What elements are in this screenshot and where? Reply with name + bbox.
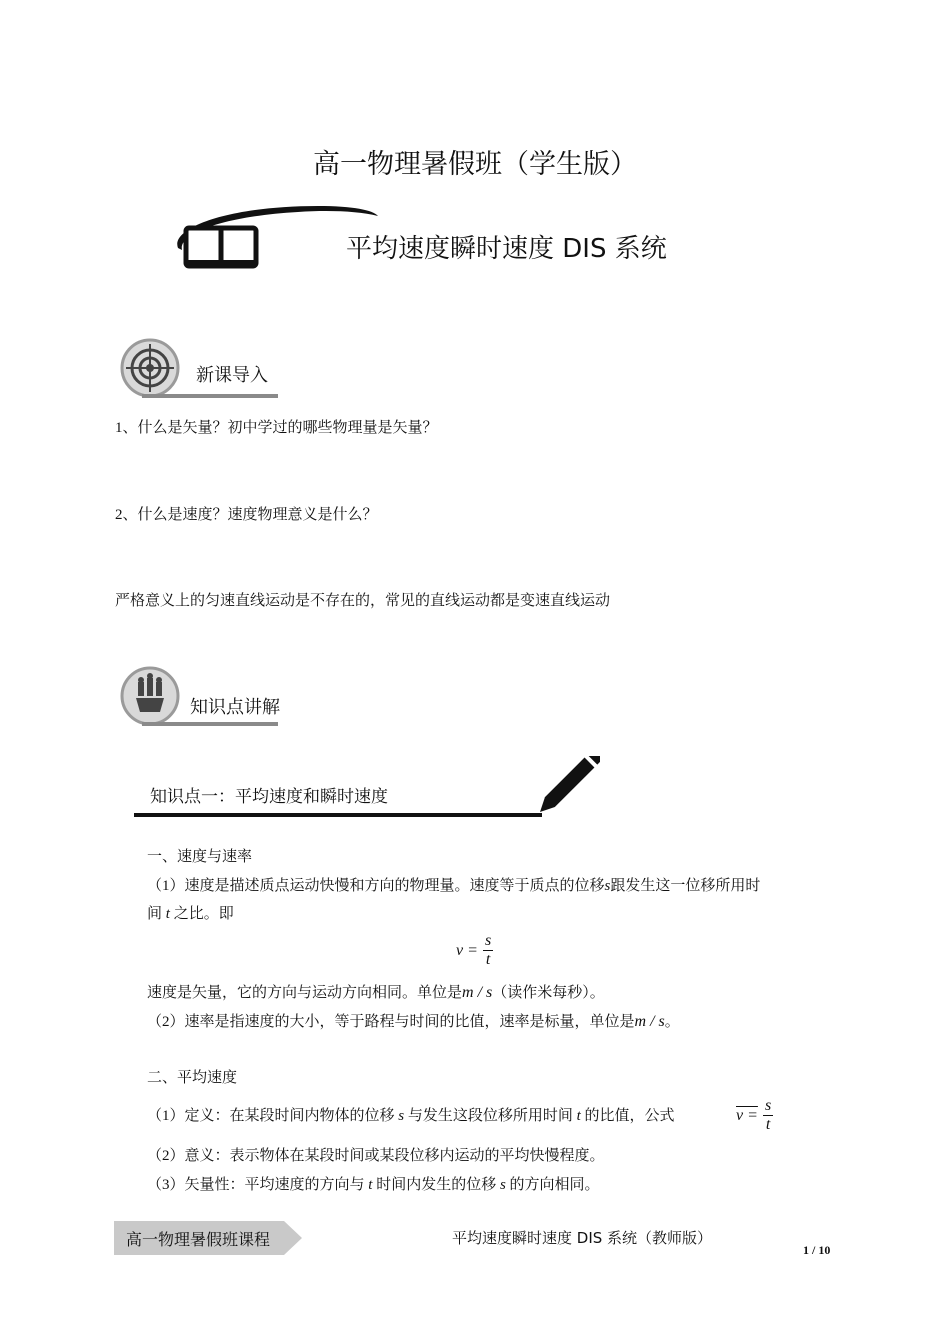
paragraph-avg-vector: （3）矢量性：平均速度的方向与 t 时间内发生的位移 s 的方向相同。 bbox=[147, 1177, 600, 1193]
paragraph-speed-def-2: 间 t 之比。即 bbox=[147, 906, 234, 922]
intro-question-2: 2、什么是速度？速度物理意义是什么？ bbox=[115, 507, 378, 523]
pencil-icon bbox=[130, 756, 600, 822]
paragraph-rate-def: （2）速率是指速度的大小，等于路程与时间的比值，速率是标量，单位是m / s。 bbox=[147, 1013, 680, 1030]
heading-average-speed: 二、平均速度 bbox=[147, 1070, 238, 1086]
section-intro-label: 新课导入 bbox=[196, 365, 268, 386]
knowledge-point-title: 知识点一：平均速度和瞬时速度 bbox=[150, 787, 388, 807]
heading-speed-rate: 一、速度与速率 bbox=[147, 849, 253, 865]
lesson-subtitle: 平均速度瞬时速度 DIS 系统 bbox=[346, 234, 667, 264]
paragraph-avg-definition: （1）定义：在某段时间内物体的位移 s 与发生这段位移所用时间 t 的比值，公式 bbox=[147, 1108, 675, 1124]
page-title: 高一物理暑假班（学生版） bbox=[313, 149, 637, 180]
footer-doc-label: 平均速度瞬时速度 DIS 系统（教师版） bbox=[452, 1229, 713, 1247]
intro-question-1: 1、什么是矢量？初中学过的哪些物理量是矢量？ bbox=[115, 420, 438, 436]
paragraph-speed-def-1: （1）速度是描述质点运动快慢和方向的物理量。速度等于质点的位移s跟发生这一位移所用时 bbox=[147, 878, 761, 894]
footer-course-label: 高一物理暑假班课程 bbox=[126, 1230, 271, 1249]
paragraph-speed-unit: 速度是矢量，它的方向与运动方向相同。单位是m / s（读作米每秒）。 bbox=[147, 984, 605, 1001]
formula-average-speed: v = $\frac{s}{t}$ bbox=[736, 1097, 772, 1133]
page-number: 1 / 10 bbox=[803, 1243, 831, 1257]
paragraph-avg-meaning: （2）意义：表示物体在某段时间或某段位移内运动的平均快慢程度。 bbox=[147, 1148, 605, 1164]
intro-note: 严格意义上的匀速直线运动是不存在的，常见的直线运动都是变速直线运动 bbox=[115, 593, 611, 609]
formula-speed: v = $\frac{s}{t}$ bbox=[456, 932, 492, 968]
section-knowledge-label: 知识点讲解 bbox=[190, 697, 280, 718]
